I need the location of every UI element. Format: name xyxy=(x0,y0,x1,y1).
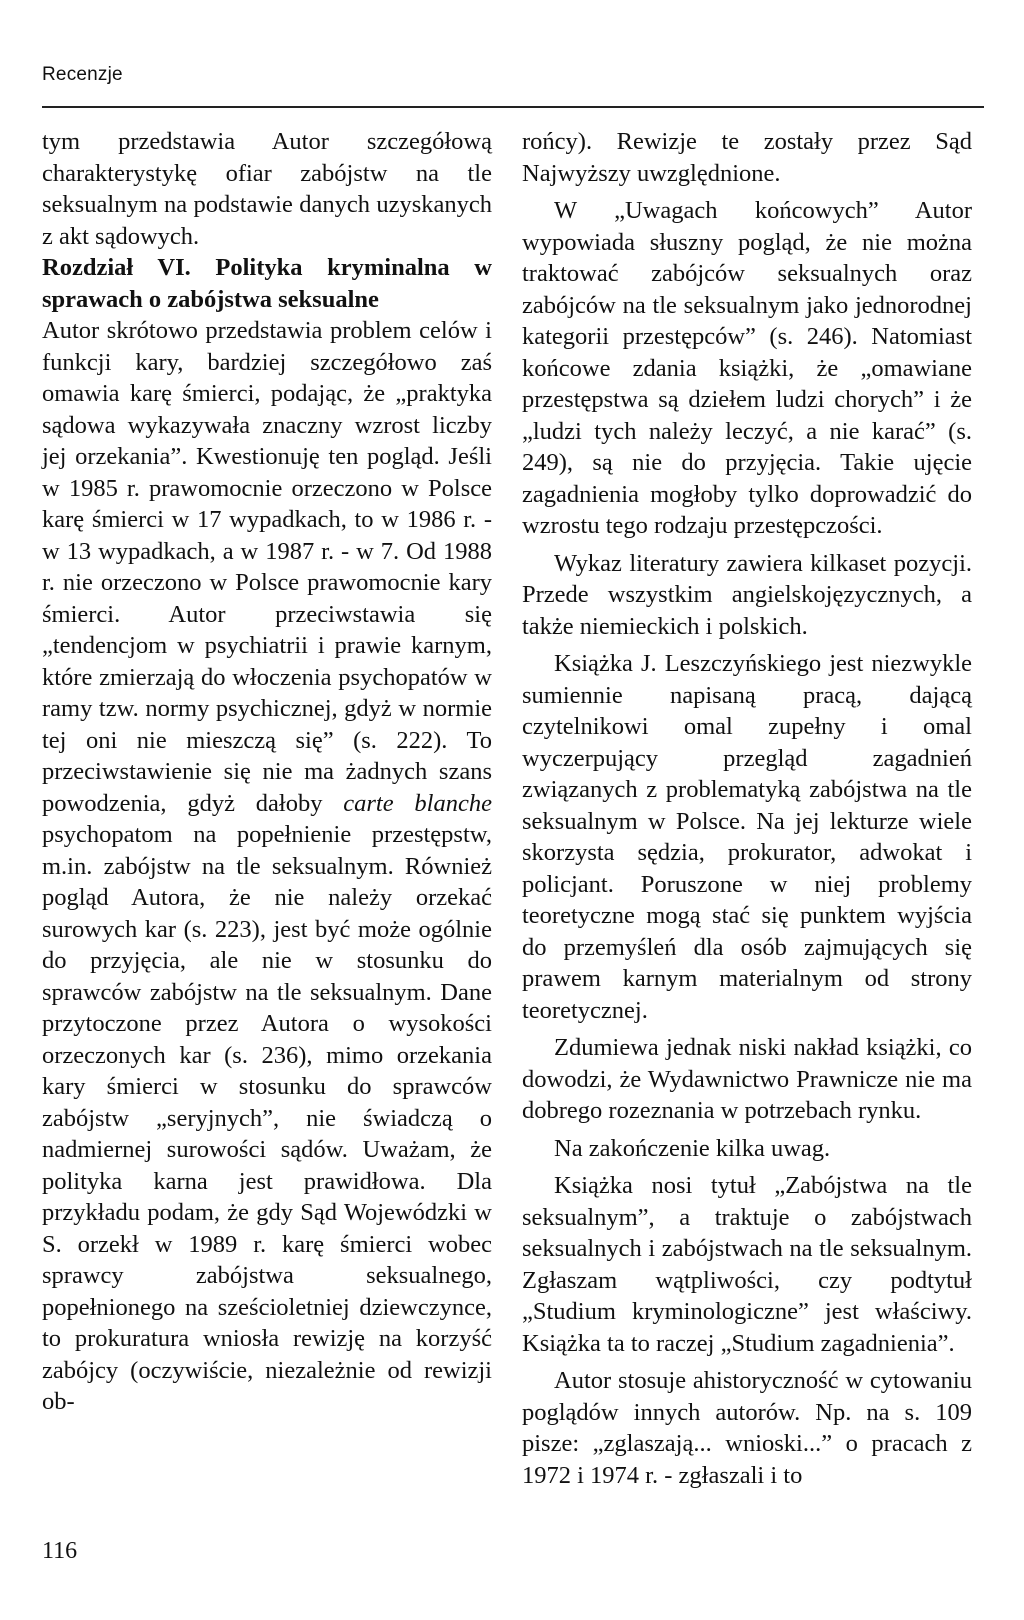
right-paragraph-1: rońcy). Rewizje te zostały przez Sąd Najwyższy uwzględnione. xyxy=(522,128,972,187)
right-paragraph-6: Na zakończenie kilka uwag. xyxy=(554,1134,831,1162)
page-number: 116 xyxy=(42,1538,78,1564)
right-paragraph-5: Zdumiewa jednak niski nakład książki, co dowodzi, że Wydawnictwo Prawnicze nie ma dobrego rozeznania w potrzebach rynku. xyxy=(522,1034,972,1124)
left-paragraph-2 xyxy=(42,315,492,1418)
header-rule xyxy=(42,106,984,108)
left-paragraph-2-part-a: Autor skrótowo przedstawia problem celów i funkcji kary, bardziej szczegółowo zaś omawia karę śmierci, podając, że „praktyka sądowa wykazywała znaczny wzrost liczby jej orzekania”. Kwestionuję ten pogląd. Jeśli w 1985 r. prawomocnie orzeczono w Polsce karę śmierci w 17 wypadkach, to w 1986 r. - w 13 wypadkach, a w 1987 r. - w 7. Od 1988 r. nie orzeczono w Polsce prawomocnie kary śmierci. Autor przeciwstawia się „tendencjom w psychiatrii i prawie karnym, które zmierzają do włoczenia psychopatów w ramy tzw. normy psychicznej, gdyż w normie tej oni nie mieszczą się” (s. 222). To przeciwstawienie się nie ma żadnych szans powodzenia, gdyż dałoby xyxy=(42,317,492,817)
left-column xyxy=(42,126,492,1418)
italic-phrase: carte blanche xyxy=(343,789,492,817)
right-paragraph-2: W „Uwagach końcowych” Autor wypowiada słuszny pogląd, że nie można traktować zabójców seksualnych oraz zabójców na tle seksualnym jako jednorodnej kategorii przestępców” (s. 246). Natomiast końcowe zdania książki, że „omawiane przestępstwa są dziełem ludzi chorych” i że „ludzi tych należy leczyć, a nie karać” (s. 249), są nie do przyjęcia. Takie ujęcie zagadnienia mogłoby tylko doprowadzić do wzrostu tego rodzaju przestępczości. xyxy=(522,197,972,539)
right-paragraph-7: Książka nosi tytuł „Zabójstwa na tle seksualnym”, a traktuje o zabójstwach seksualnych i zabójstwach na tle seksualnym. Zgłaszam wątpliwości, czy podtytuł „Studium kryminologiczne” jest właściwy. Książka ta to raczej „Studium zagadnienia”. xyxy=(522,1172,972,1357)
chapter-heading: Rozdział VI. Polityka kryminalna w sprawach o zabójstwa seksualne xyxy=(42,254,492,313)
left-paragraph-2-part-b: psychopatom na popełnienie przestępstw, m.in. zabójstw na tle seksualnym. Również pogląd Autora, że nie należy orzekać surowych kar (s. 223), jest być może ogólnie do przyjęcia, ale nie w stosunku do sprawców zabójstw na tle seksualnym. Dane przytoczone przez Autora o wysokości orzeczonych kar (s. 236), mimo orzekania kary śmierci w stosunku do sprawców zabójstw „seryjnych”, nie świadczą o nadmiernej surowości sądów. Uważam, że polityka karna jest prawidłowa. Dla przykładu podam, że gdy Sąd Wojewódzki w S. orzekł w 1989 r. karę śmierci wobec sprawcy zabójstwa seksualnego, popełnionego na sześcioletniej dziewczynce, to prokuratura wniosła rewizję na korzyść zabójcy (oczywiście, niezależnie od rewizji ob- xyxy=(42,821,492,1415)
running-header: Recenzje xyxy=(42,64,123,85)
right-paragraph-3: Wykaz literatury zawiera kilkaset pozycji. Przede wszystkim angielskojęzycznych, a także niemieckich i polskich. xyxy=(522,549,972,640)
left-paragraph-1: tym przedstawia Autor szczegółową charakterystykę ofiar zabójstw na tle seksualnym na podstawie danych uzyskanych z akt sądowych. xyxy=(42,128,492,250)
right-paragraph-8: Autor stosuje ahistoryczność w cytowaniu poglądów innych autorów. Np. na s. 109 pisze: „zglaszają... wnioski...” o pracach z 1972 i 1974 r. - zgłaszali i to xyxy=(522,1367,972,1489)
right-column xyxy=(522,126,972,1491)
right-paragraph-4: Książka J. Leszczyńskiego jest niezwykle sumiennie napisaną pracą, dającą czytelnikowi omal zupełny i omal wyczerpujący przegląd zagadnień związanych z problematyką zabójstwa na tle seksualnym w Polsce. Na jej lekturze wiele skorzysta sędzia, prokurator, adwokat i policjant. Poruszone w niej problemy teoretyczne mogą stać się punktem wyjścia do przemyśleń dla osób zajmujących się prawem karnym materialnym od strony teoretycznej. xyxy=(522,650,972,1024)
